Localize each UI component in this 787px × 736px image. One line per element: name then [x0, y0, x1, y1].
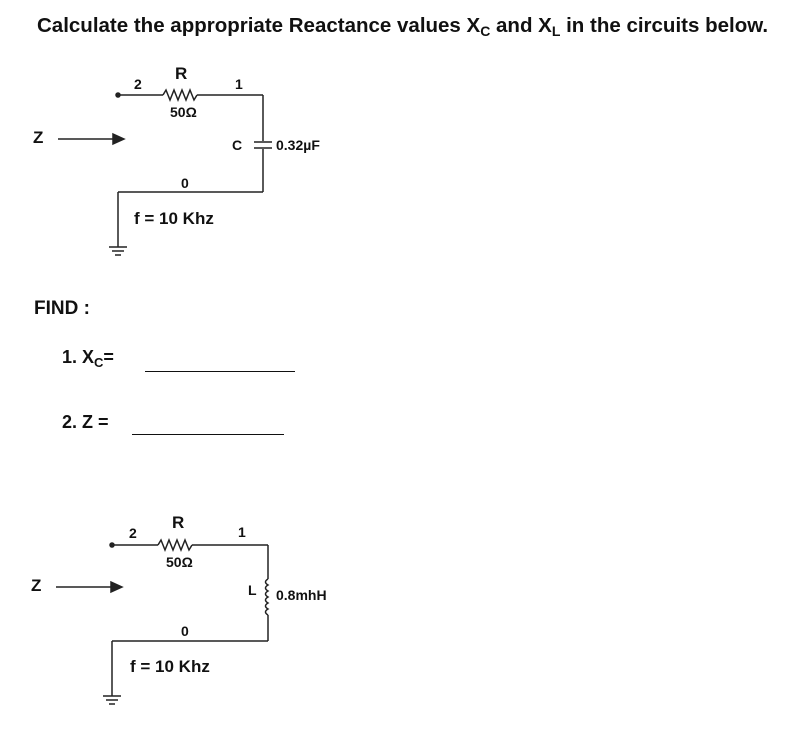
circuit-2-z-arrow-icon — [56, 582, 122, 592]
circuit-2-port-label: Z — [31, 576, 42, 595]
page-title: Calculate the appropriate Reactance values $X_C$ and $X_L$ in the circuits below. — [37, 14, 769, 39]
circuit-1-node-2: 2 — [134, 76, 142, 92]
circuit-2-frequency: f = 10 Khz — [130, 657, 210, 676]
circuit-2-inductor — [266, 579, 269, 615]
circuit-1-ground-node: 0 — [181, 175, 189, 191]
question-1-label: 1. $X_C=$ — [62, 347, 114, 370]
circuit-2-resistor-value: 50Ω — [166, 554, 193, 570]
circuit-1-port-label: Z — [33, 128, 44, 147]
circuit-2-node-1: 1 — [238, 524, 246, 540]
circuit-2-resistor-label: R — [172, 513, 185, 532]
find-heading: FIND : — [34, 298, 90, 319]
circuit-1-resistor-value: 50Ω — [170, 104, 197, 120]
circuit-2-node-2: 2 — [129, 525, 137, 541]
circuit-2-ground-node: 0 — [181, 623, 189, 639]
question-2-label: 2. Z = — [62, 412, 109, 432]
circuit-1-node-1: 1 — [235, 76, 243, 92]
circuit-1-frequency: f = 10 Khz — [134, 209, 214, 228]
circuit-1-capacitor-value: 0.32µF — [276, 137, 320, 153]
circuit-2-inductor-value: 0.8mhH — [276, 587, 327, 603]
circuit-2-inductor-label: L — [248, 582, 257, 598]
circuit-1-capacitor-label: C — [232, 137, 243, 153]
circuit-2-resistor — [158, 540, 192, 550]
circuit-1-resistor-label: R — [175, 64, 188, 83]
circuit-2-ground-icon — [103, 696, 121, 704]
